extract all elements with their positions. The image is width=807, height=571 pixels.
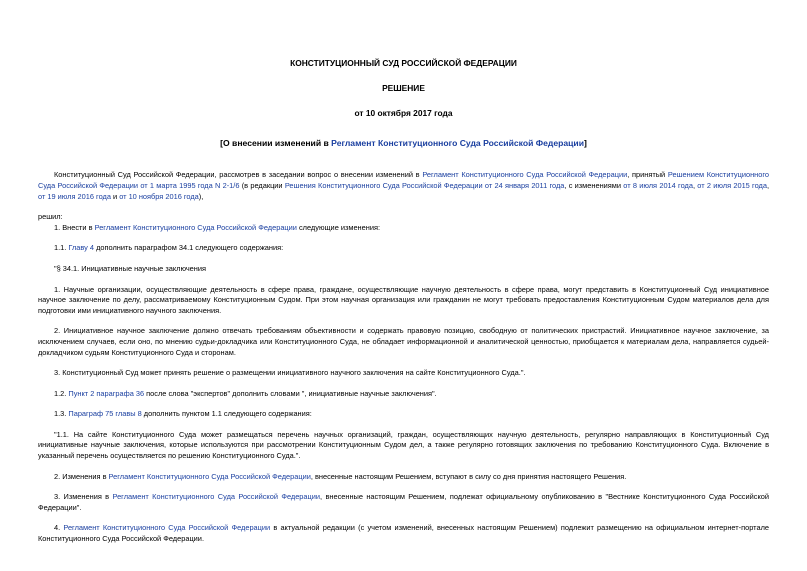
link-reglament[interactable]: Регламент Конституционного Суда Российской Федерации [112, 492, 321, 502]
intro-text: , [692, 180, 698, 190]
link-reglament[interactable]: Регламент Конституционного Суда Российской Федерации [63, 523, 271, 533]
link-amend-2015[interactable]: от 2 июля 2015 года [697, 180, 767, 190]
link-amend-2016-july[interactable]: от 19 июля 2016 года [38, 191, 111, 201]
item-text: , внесенные настоящим Решением, подлежат официальному опубликованию в "Вестнике Конституционного Суда Российской Федерации". [38, 492, 769, 512]
document-date: от 10 октября 2017 года [354, 108, 453, 119]
intro-text: , с изменениями [564, 180, 624, 190]
item-text: после слова "экспертов" дополнить словами ", инициативные научные заключения". [144, 388, 437, 398]
title-close: ] [584, 137, 587, 148]
document-type: РЕШЕНИЕ [382, 82, 425, 93]
item-text: 4. [54, 523, 64, 533]
item-text: 1.2. [54, 388, 69, 398]
item-2 [38, 472, 769, 483]
paragraph-34-1-point-3: 3. Конституционный Суд может принять решение о размещении инициативного научного заключения на сайте Конституционного Суда.". [54, 368, 526, 378]
paragraph-34-1-point-2: 2. Инициативное научное заключение должно отвечать требованиям объективности и содержать правовую позицию, свободную от политических пристрастий. Инициативное научное заключение, за исключением случаев, если оно, по мнению судьи-докладчика или Конституционного Суда, не обладает информационной и аналитической ценностью, приобщается к материалам дела, направляется судьей-докладчиком судьям Конституционного Суда и сторонам. [38, 326, 769, 357]
item-text: 1.3. [54, 409, 69, 419]
link-amend-2016-nov[interactable]: от 10 ноября 2016 года [119, 191, 199, 201]
link-reglament[interactable]: Регламент Конституционного Суда Российской Федерации [108, 471, 311, 481]
item-text: дополнить параграфом 34.1 следующего содержания: [94, 243, 284, 253]
item-text: 2. Изменения в [54, 471, 109, 481]
item-4 [38, 523, 769, 544]
link-reglament[interactable]: Регламент Конституционного Суда Российской Федерации [94, 222, 297, 232]
item-text: в актуальной редакции (с учетом изменений, внесенных настоящим Решением) подлежит размещению на официальном интернет-портале Конституционного Суда Российской Федерации. [38, 523, 770, 544]
link-decision-1995[interactable]: Решением Конституционного Суда Российской Федерации от 1 марта 1995 года N 2-1/6 [38, 170, 769, 190]
item-1-1 [38, 243, 769, 254]
link-amend-2014[interactable]: от 8 июля 2014 года [623, 180, 693, 190]
item-text: 1. Внести в [54, 222, 95, 232]
link-chapter-4[interactable]: Главу 4 [68, 243, 95, 253]
intro-paragraph [38, 170, 769, 202]
item-text: , внесенные настоящим Решением, вступают в силу со дня принятия настоящего Решения. [310, 471, 627, 481]
item-1-2 [38, 389, 769, 400]
title-open: [О внесении изменений в [220, 137, 332, 148]
resolved-label: решил: [38, 212, 63, 222]
intro-text: ), [198, 191, 204, 201]
intro-text: и [110, 191, 120, 201]
court-name: КОНСТИТУЦИОННЫЙ СУД РОССИЙСКОЙ ФЕДЕРАЦИИ [290, 58, 517, 68]
intro-text: , [766, 180, 770, 190]
title-link-reglament[interactable]: Регламент Конституционного Суда Российской Федерации [331, 137, 584, 148]
document-title [38, 138, 769, 149]
intro-text: , принятый [627, 170, 668, 180]
link-para-75-chapter-8[interactable]: Параграф 75 главы 8 [68, 409, 142, 419]
paragraph-34-1-point-1: 1. Научные организации, осуществляющие деятельность в сфере права, граждане, осуществляющие научную деятельность в сфере права, могут представить в Конституционный Суд инициативное научное заключение по делу, рассматриваемому Конституционным Судом. При этом научная организация или гражданин не могут требовать предоставления Конституционным Судом материалов дела для подготовки ими инициативного научного заключения. [38, 284, 769, 315]
link-reglament[interactable]: Регламент Конституционного Суда Российской Федерации [422, 170, 628, 180]
item-1 [38, 223, 769, 234]
paragraph-75-point-1-1: "1.1. На сайте Конституционного Суда может размещаться перечень научных организаций, граждан, осуществляющих научную деятельность, регулярно направляющих в Конституционный Суд инициативные научные заключения, которые используются при рассмотрении Конституционным Судом дел, а также регулярно готовящих заключения по требованию Конституционного Суда. Включение в указанный перечень осуществляется по решению Конституционного Суда.". [38, 429, 769, 461]
item-text: следующие изменения: [296, 222, 381, 232]
item-1-3 [38, 409, 769, 420]
item-text: 1.1. [54, 243, 69, 253]
paragraph-34-1-title: "§ 34.1. Инициативные научные заключения [54, 263, 206, 273]
intro-text: Конституционный Суд Российской Федерации, рассмотрев в заседании вопрос о внесении изменений в [54, 170, 423, 180]
link-decision-2011[interactable]: Решения Конституционного Суда Российской Федерации от 24 января 2011 года [284, 180, 565, 190]
item-text: 3. Изменения в [54, 492, 113, 502]
item-3 [38, 492, 769, 513]
item-text: дополнить пунктом 1.1 следующего содержания: [141, 409, 312, 419]
intro-text: (в редакции [239, 180, 285, 190]
link-point-2-para-36[interactable]: Пункт 2 параграфа 36 [68, 388, 145, 398]
